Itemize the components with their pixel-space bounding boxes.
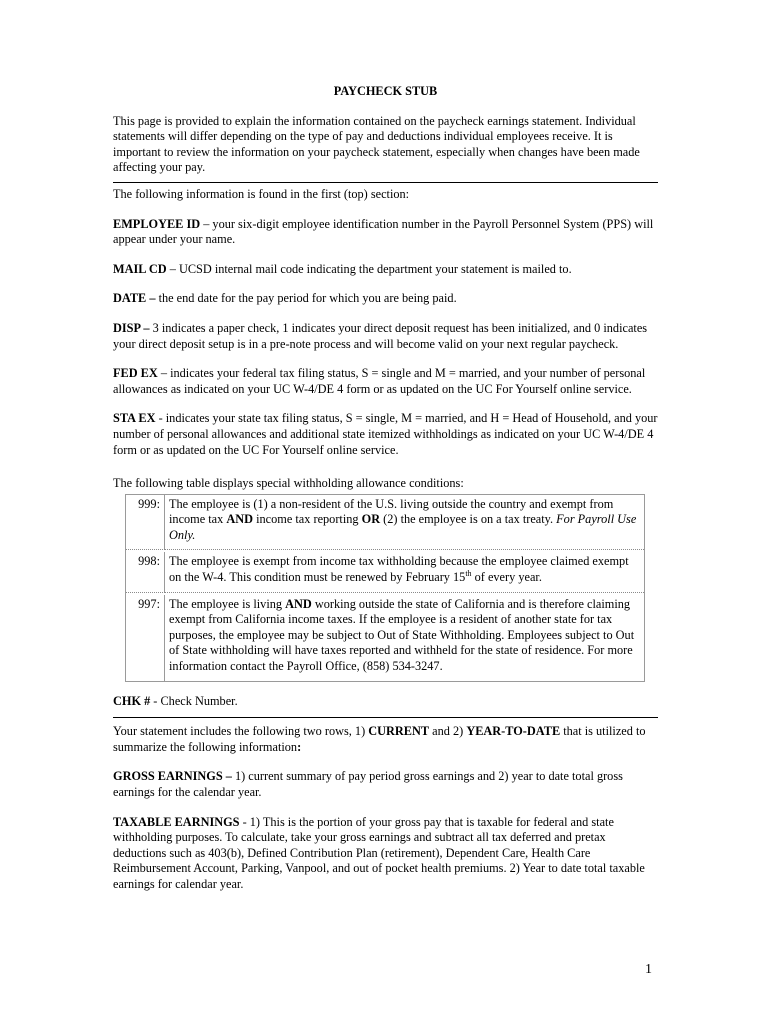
table-row xyxy=(126,552,644,591)
table-intro: The following table displays special withholding allowance conditions: xyxy=(113,476,464,491)
section-divider xyxy=(113,182,658,183)
field-desc: UCSD internal mail code indicating the department your statement is mailed to. xyxy=(178,261,572,276)
field-term: FED EX xyxy=(113,366,158,381)
field-term: GROSS EARNINGS – xyxy=(113,769,232,784)
field-desc: the end date for the pay period for which you are being paid. xyxy=(158,291,457,306)
condition-code: 997: xyxy=(126,595,165,681)
field-desc: 3 indicates a paper check, 1 indicates your direct deposit request has been initialized, and 0 indicates your direct deposit setup is in a pre-note process and will become valid on your next regular paycheck. xyxy=(113,320,648,351)
field-gross-earnings xyxy=(113,769,658,800)
document-title: PAYCHECK STUB xyxy=(333,84,438,98)
field-desc: your six-digit employee identification number in the Payroll Personnel System (PPS) will appear under your name. xyxy=(113,216,654,247)
rows-intro: Your statement includes the following two rows, 1) CURRENT and 2) YEAR-TO-DATE that is utilized to summarize the following information: xyxy=(113,724,646,754)
condition-description: The employee is living AND working outside the state of California and is therefore claiming exempt from California income taxes. If the employee is a resident of another state for tax purposes, the employee may be subject to Out of State Withholding. Employees subject to Out of State withholding will have taxes reported and withheld for the state of residence. For more information contact the Payroll Office, (858) 534-3247. xyxy=(169,596,635,674)
field-desc: - 1) This is the portion of your gross pay that is taxable for federal and state withholding purposes. To calculate, take your gross earnings and subtract all tax deferred and pretax deductions such as 403(b), Defined Contribution Plan (retirement), Dependent Care, Health Care Reimbursement Account, Parking, Vanpool, and out of pocket health premiums. 2) Year to date total taxable earnings for calendar year. xyxy=(113,814,645,891)
field-disp xyxy=(113,321,658,352)
document-body xyxy=(113,84,658,893)
field-date xyxy=(113,291,658,307)
condition-description: The employee is (1) a non-resident of the U.S. living outside the country and exempt from income tax AND income tax reporting OR (2) the employee is on a tax treaty. For Payroll Use Only. xyxy=(169,496,637,542)
page-number: 1 xyxy=(645,962,652,977)
field-term: DATE – xyxy=(113,291,156,306)
field-taxable-earnings xyxy=(113,815,658,893)
field-term: TAXABLE EARNINGS xyxy=(113,814,240,829)
field-mail-cd: MAIL CD – UCSD internal mail code indicating the department your statement is mailed to. xyxy=(113,261,572,276)
field-chk xyxy=(113,694,658,710)
field-sta-ex: STA EX - indicates your state tax filing status, S = single, M = married, and H = Head of Household, and your number of personal allowances and additional state itemized withholdings as indicated on your UC W-4/DE 4 form or as updated on the UC For Yourself online service. xyxy=(113,411,658,457)
field-desc: indicates your state tax filing status, S = single, M = married, and H = Head of Household, and your number of personal allowances and additional state itemized withholdings as indicated on your UC W-4/DE 4 form or as updated on the UC For Yourself online service. xyxy=(113,411,658,457)
field-fed-ex: FED EX – indicates your federal tax filing status, S = single and M = married, and your number of personal allowances as indicated on your UC W-4/DE 4 form or as updated on the UC For Yourself online service. xyxy=(113,366,646,396)
field-term: STA EX xyxy=(113,411,156,426)
withholding-conditions-table xyxy=(125,494,645,682)
field-term: MAIL CD xyxy=(113,261,167,276)
field-term: DISP – xyxy=(113,320,150,335)
condition-code: 998: xyxy=(126,552,165,591)
field-desc: - Check Number. xyxy=(150,693,238,708)
condition-code: 999: xyxy=(126,495,165,550)
condition-description: The employee is exempt from income tax withholding because the employee claimed exempt on the W-4. This condition must be renewed by February 15th of every year. xyxy=(169,554,629,585)
intro-paragraph: This page is provided to explain the information contained on the paycheck earnings statement. Individual statements will differ depending on the type of pay and deductions individual employees receive. It is important to review the information on your paycheck statement, especially when changes have been made affecting your pay. xyxy=(113,113,640,175)
table-row xyxy=(126,595,644,681)
field-employee-id: EMPLOYEE ID – your six-digit employee identification number in the Payroll Personnel System (PPS) will appear under your name. xyxy=(113,216,654,247)
field-desc: indicates your federal tax filing status, S = single and M = married, and your number of personal allowances as indicated on your UC W-4/DE 4 form or as updated on the UC For Yourself online service. xyxy=(113,366,646,396)
table-row xyxy=(126,495,644,550)
field-term: CHK # xyxy=(113,693,151,708)
section-divider xyxy=(113,717,658,718)
field-desc: 1) current summary of pay period gross earnings and 2) year to date total gross earnings for the calendar year. xyxy=(113,769,623,799)
field-term: EMPLOYEE ID xyxy=(113,216,201,231)
section-heading: The following information is found in the first (top) section: xyxy=(113,186,410,201)
